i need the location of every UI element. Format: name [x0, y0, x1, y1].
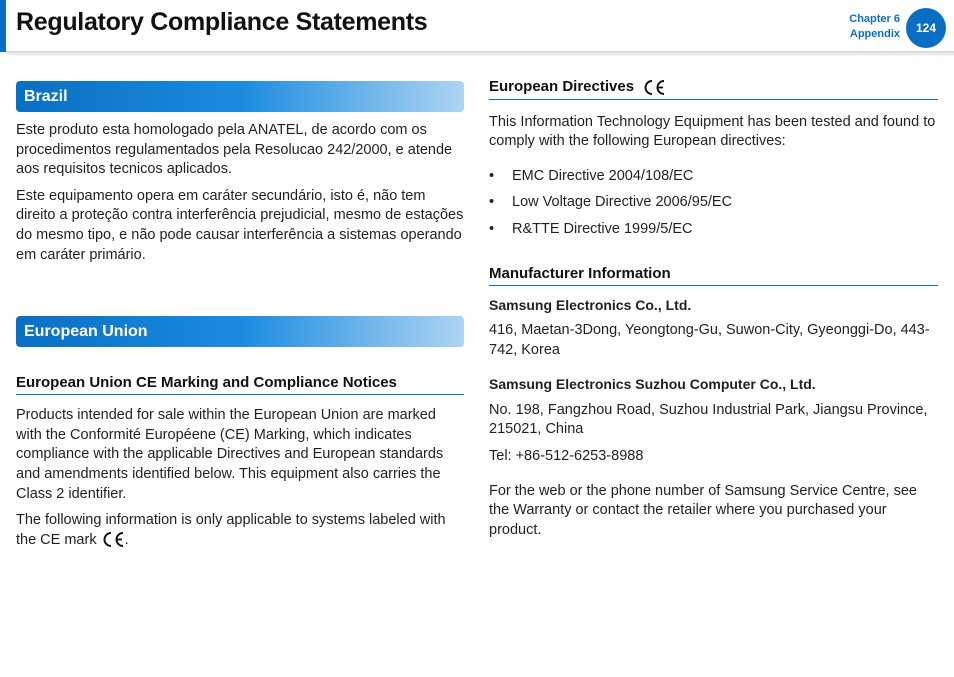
- header-accent-bar: [0, 0, 6, 52]
- chapter-number: Chapter 6: [849, 13, 900, 25]
- eu-paragraph-2-text: The following information is only applicable to systems labeled with the CE mark: [16, 512, 446, 548]
- brazil-paragraph-1: Este produto esta homologado pela ANATEL, de acordo com os procedimentos regulamentados pela Resolucao 242/2000, e atende aos requisitos tecnicos aplicados.: [16, 122, 453, 178]
- right-column: [489, 78, 938, 540]
- list-item: • Low Voltage Directive 2006/95/EC: [489, 193, 938, 213]
- brazil-paragraph-2: Este equipamento opera em caráter secundário, isto é, não tem direito a proteção contra interferência prejudicial, mesmo de estações do mesmo tipo, e não pode causar interferência a sistemas operando em caráter primário.: [16, 187, 464, 263]
- company-2-name: Samsung Electronics Suzhou Computer Co., Ltd.: [489, 376, 816, 393]
- ce-mark-icon: [101, 531, 125, 548]
- brazil-heading: Brazil: [16, 81, 464, 112]
- bullet-icon: •: [489, 220, 495, 237]
- list-item: • EMC Directive 2004/108/EC: [489, 167, 938, 187]
- company-1-name: Samsung Electronics Co., Ltd.: [489, 296, 692, 313]
- page-title: Regulatory Compliance Statements: [16, 8, 428, 36]
- eu-heading: European Union: [16, 316, 464, 347]
- manufacturer-heading: Manufacturer Information: [489, 265, 938, 286]
- eu-ce-subheading: European Union CE Marking and Compliance Notices: [16, 374, 464, 395]
- header-divider: [6, 51, 954, 57]
- eu-paragraph-2-end: .: [124, 531, 129, 548]
- left-column: [16, 81, 464, 550]
- directives-heading-text: European Directives: [489, 78, 635, 95]
- service-centre-note: For the web or the phone number of Samsung Service Centre, see the Warranty or contact the retailer where you purchased your product.: [489, 482, 917, 538]
- eu-paragraph-2: [16, 511, 464, 550]
- chapter-section: Appendix: [849, 28, 900, 40]
- company-2-phone: Tel: +86-512-6253-8988: [489, 448, 644, 465]
- bullet-icon: •: [489, 167, 495, 184]
- bullet-icon: •: [489, 194, 495, 211]
- page-number-badge: 124: [906, 8, 946, 48]
- directives-list: [489, 167, 938, 240]
- company-2-address: No. 198, Fangzhou Road, Suzhou Industrial Park, Jiangsu Province, 215021, China: [489, 401, 928, 438]
- eu-paragraph-1: Products intended for sale within the European Union are marked with the Conformité Européene (CE) Marking, which indicates compliance with the applicable Directives and European standards and amendments identified below. This equipment also carries the Class 2 identifier.: [16, 407, 444, 502]
- ce-mark-icon: [642, 79, 666, 96]
- directives-intro: This Information Technology Equipment has been tested and found to comply with the following European directives:: [489, 113, 936, 150]
- list-item: • R&TTE Directive 1999/5/EC: [489, 220, 938, 240]
- chapter-label: [849, 12, 900, 42]
- company-1-address: 416, Maetan-3Dong, Yeongtong-Gu, Suwon-City, Gyeonggi-Do, 443-742, Korea: [489, 322, 930, 358]
- directives-heading: [489, 78, 938, 100]
